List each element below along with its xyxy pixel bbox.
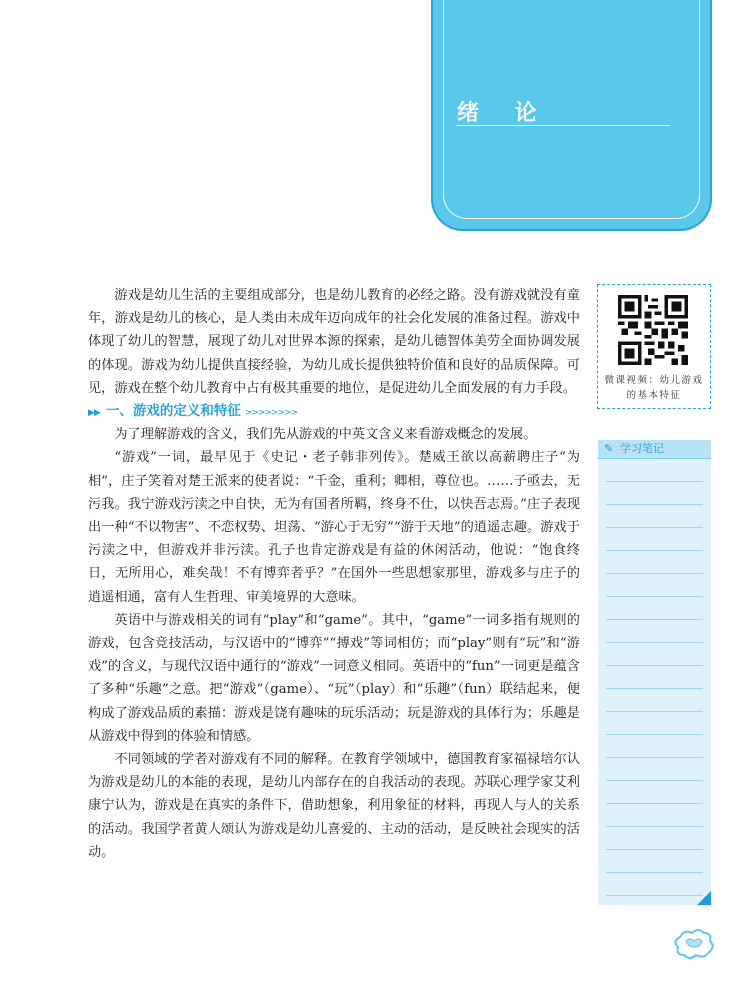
intro-paragraph: 游戏是幼儿生活的主要组成部分，也是幼儿教育的必经之路。没有游戏就没有童年，游戏是幼儿的核心，是人类由未成年迈向成年的社会化发展的准备过程。游戏中体现了幼儿的智慧，展现了幼儿对世界本源的探索，是幼儿德智体美劳全面协调发展的体现。游戏为幼儿提供直接经验，为幼儿成长提供独特价值和良好的品质保障。可见，游戏在整个幼儿教育中占有极其重要的地位，是促进幼儿全面发展的有力手段。 bbox=[88, 288, 580, 396]
notes-ruled-lines[interactable] bbox=[606, 459, 703, 905]
study-notes-panel bbox=[598, 440, 711, 905]
section-heading bbox=[88, 400, 580, 423]
paragraph-1: 为了理解游戏的含义，我们先从游戏的中英文含义来看游戏概念的发展。 bbox=[114, 427, 537, 443]
paragraph-2: “游戏”一词，最早见于《史记・老子韩非列传》。楚威王欲以高薪聘庄子“为相”，庄子笑着对楚王派来的使者说：“千金，重利；卿相，尊位也。……子亟去，无污我。我宁游戏污渎之中自快，无为有国者所羁，终身不仕，以快吾志焉。”庄子表现出一种“不以物害”、不恋权势、坦荡、“游心于无穷”“游于天地”的逍遥志趣。游戏于污渎之中，但游戏并非污渎。孔子也肯定游戏是有益的休闲活动，他说：“饱食终日，无所用心，难矣哉！不有博弈者乎？”在国外一些思想家那里，游戏多与庄子的逍遥相通，富有人生哲理、审美境界的大意味。 bbox=[88, 450, 580, 605]
pen-icon: ✎ bbox=[604, 442, 614, 455]
chapter-title-rule bbox=[456, 125, 670, 126]
qr-code-icon[interactable] bbox=[618, 295, 688, 365]
section-title: 一、游戏的定义和特征 bbox=[105, 403, 241, 420]
qr-caption: 微课视频：幼儿游戏的基本特征 bbox=[604, 375, 704, 401]
paragraph-4: 不同领域的学者对游戏有不同的解释。在教育学领域中，德国教育家福禄培尔认为游戏是幼儿的本能的表现，是幼儿内部存在的自我活动的表现。苏联心理学家艾利康宁认为，游戏是在真实的条件下，借助想象，利用象征的材料，再现人与人的关系的活动。我国学者黄人颂认为游戏是幼儿喜爱的、主动的活动，是反映社会现实的活动。 bbox=[88, 752, 580, 860]
puzzle-ornament-icon bbox=[674, 927, 714, 959]
paragraph-3: 英语中与游戏相关的词有“play”和“game”。其中，“game”一词多指有规则的游戏，包含竞技活动，与汉语中的“博弈”“搏戏”等词相仿；而“play”则有“玩”和“游戏”的含义，与现代汉语中通行的“游戏”一词意义相同。英语中的“fun”一词更是蕴含了多种“乐趣”之意。把“游戏”（game）、“玩”（play）和“乐趣”（fun）联结起来，便构成了游戏品质的素描：游戏是饶有趣味的玩乐活动；玩是游戏的具体行为；乐趣是从游戏中得到的体验和情感。 bbox=[88, 612, 580, 744]
double-arrow-icon: ▶▶ bbox=[88, 408, 100, 419]
chapter-title: 绪 论 bbox=[457, 101, 551, 126]
study-notes-title: 学习笔记 bbox=[620, 442, 664, 455]
corner-triangle-icon bbox=[697, 891, 711, 905]
qr-code-box bbox=[597, 284, 711, 409]
chevrons-decoration: >>>>>>>> bbox=[244, 408, 298, 419]
main-text bbox=[88, 284, 580, 864]
study-notes-header bbox=[598, 440, 711, 459]
chapter-header-card bbox=[431, 0, 712, 231]
